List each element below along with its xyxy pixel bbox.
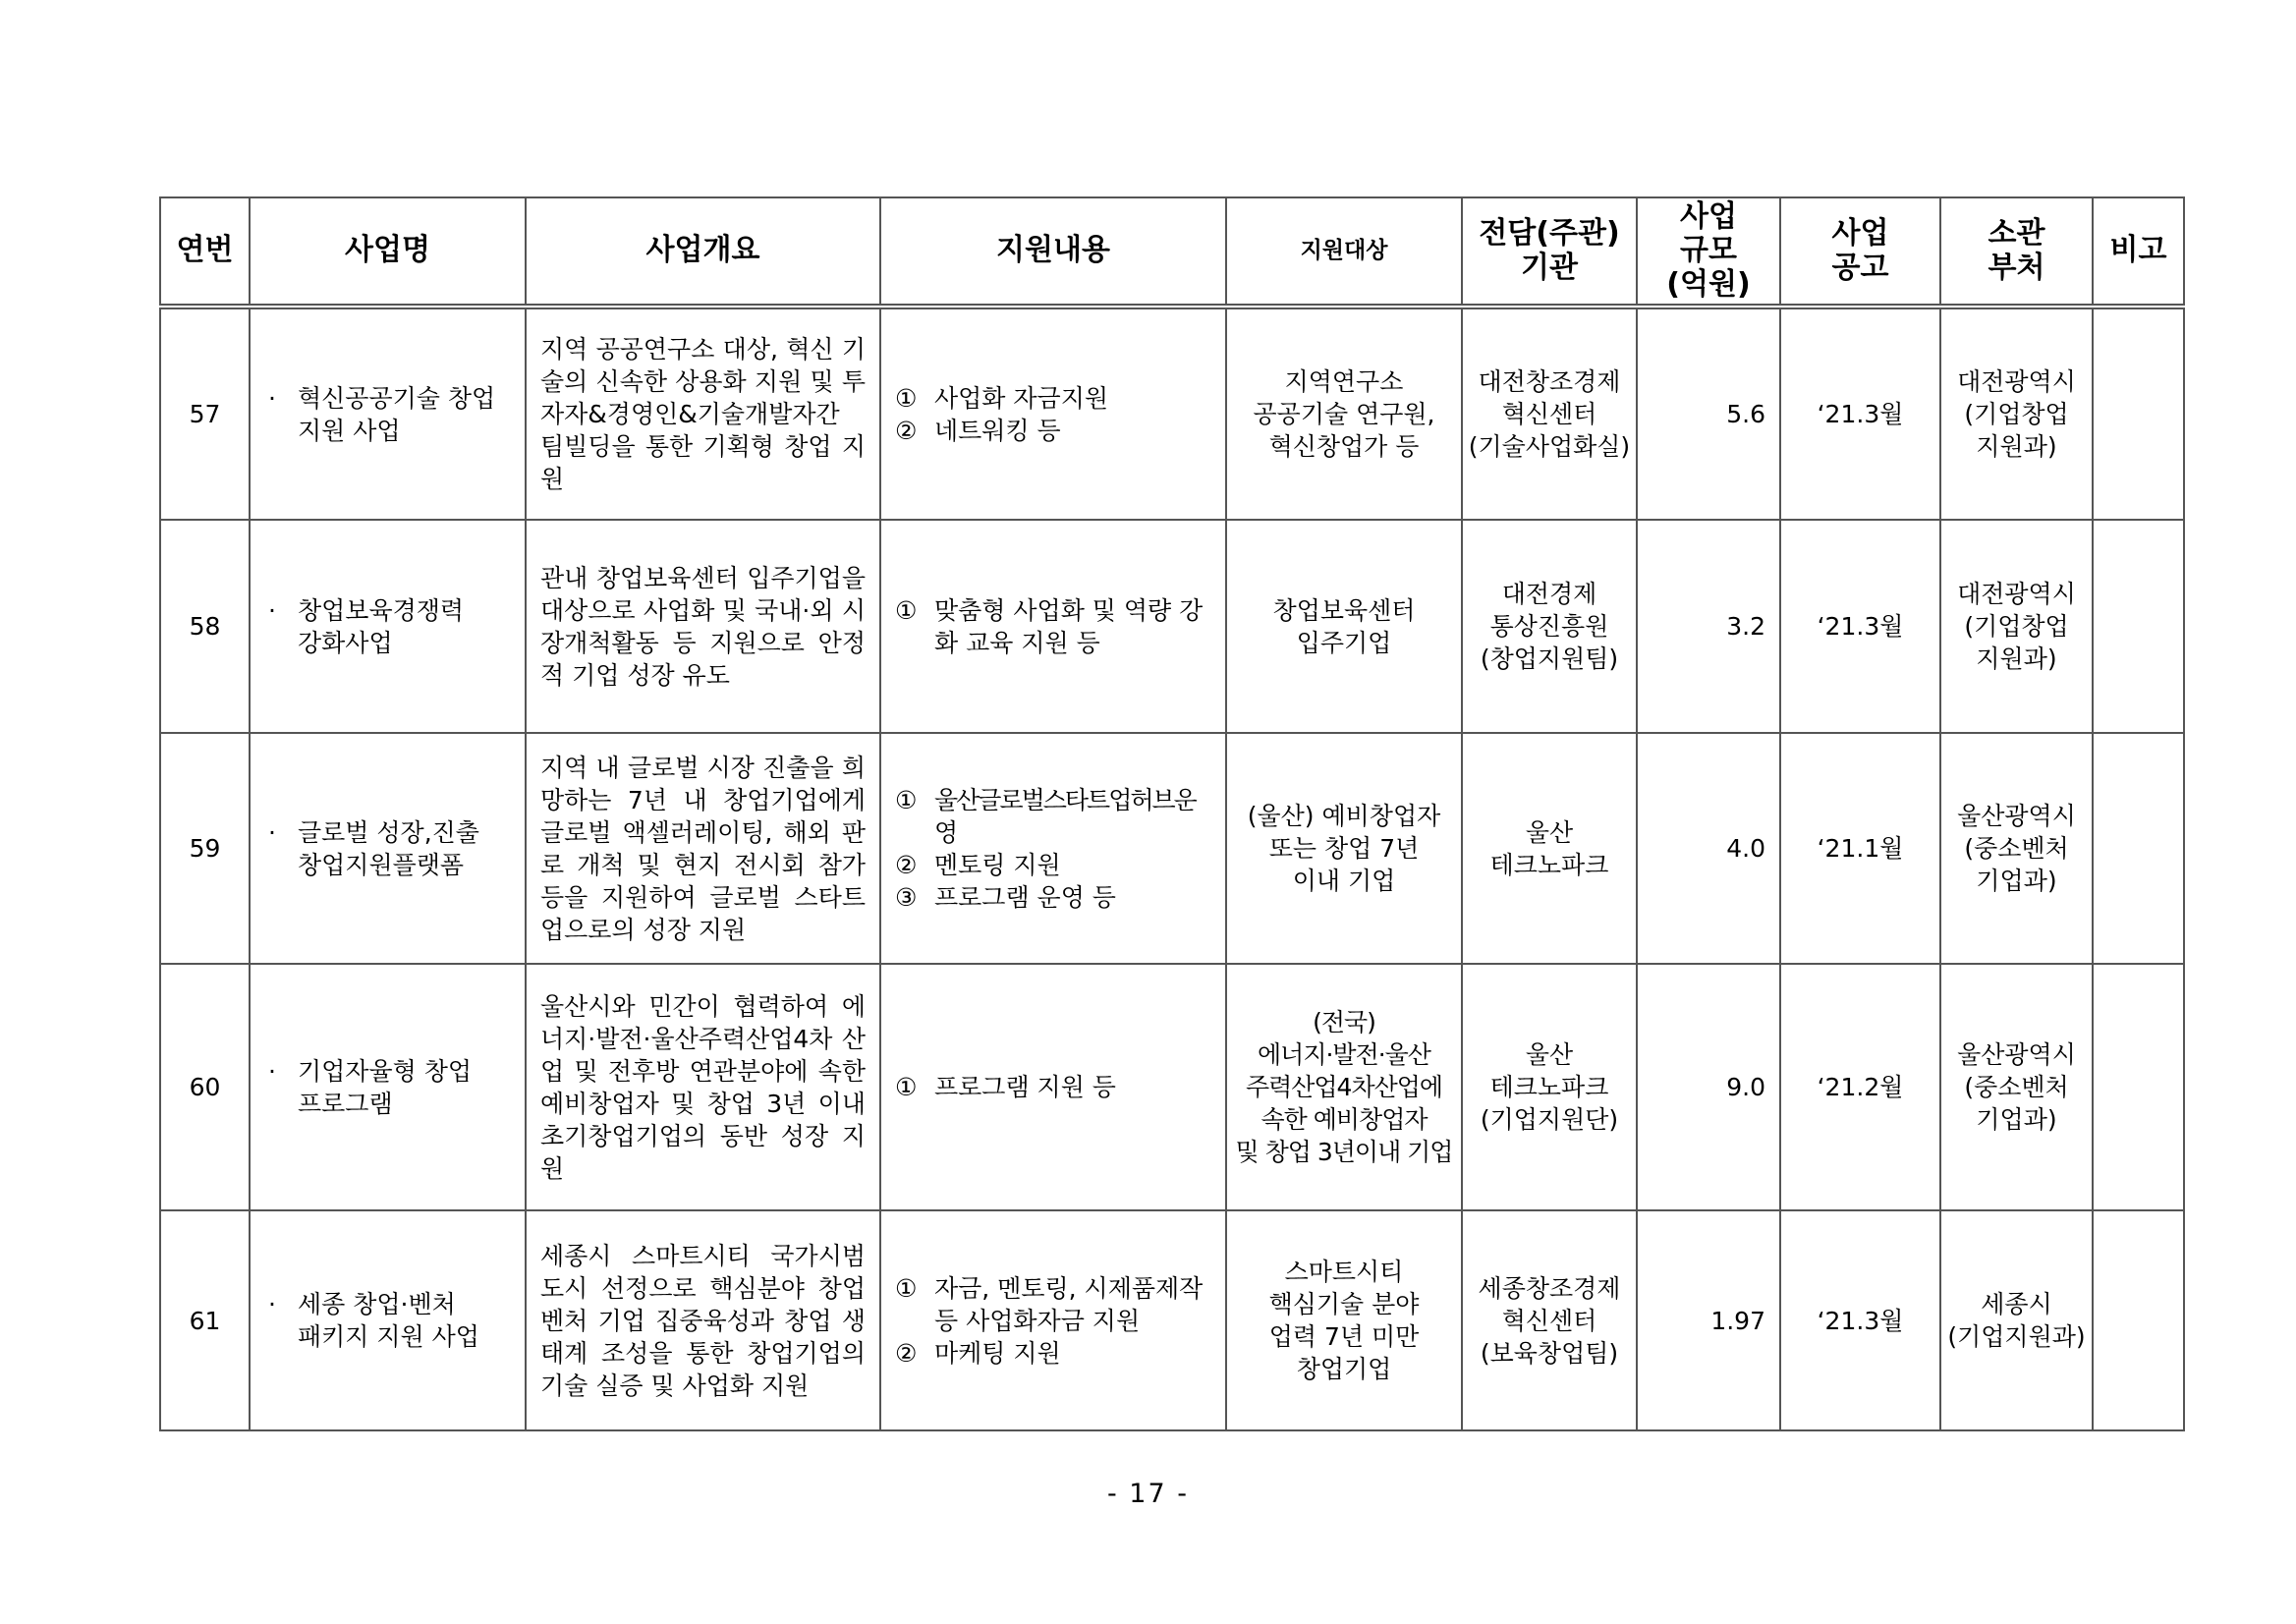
- support-text: 프로그램 지원 등: [934, 1073, 1116, 1101]
- header-scale: 사업 규모 (억원): [1637, 197, 1780, 307]
- row-overview: 지역 공공연구소 대상, 혁신 기술의 신속한 상용화 지원 및 투자자&경영인&기술개발자간 팀빌딩을 통한 기획형 창업 지원: [526, 307, 880, 520]
- support-item: [895, 382, 1215, 415]
- row-target: 스마트시티 핵심기술 분야 업력 7년 미만 창업기업: [1226, 1210, 1462, 1430]
- row-ministry: 울산광역시 (중소벤처 기업과): [1940, 733, 2093, 964]
- support-text: 사업화 자금지원: [934, 383, 1108, 413]
- row-notice: ‘21.3월: [1780, 307, 1940, 520]
- support-number: ②: [895, 416, 918, 445]
- table-header-row: [160, 197, 2184, 307]
- row-ministry: 세종시 (기업지원과): [1940, 1210, 2093, 1430]
- row-target: 지역연구소 공공기술 연구원, 혁신창업가 등: [1226, 307, 1462, 520]
- row-name-cell: [250, 1210, 526, 1430]
- support-item: [895, 784, 1215, 849]
- row-scale: 1.97: [1637, 1210, 1780, 1430]
- table-row: [160, 520, 2184, 733]
- header-overview: 사업개요: [526, 197, 880, 307]
- row-overview: 울산시와 민간이 협력하여 에너지·발전·울산주력산업4차 산업 및 전후방 연관분야에 속한 예비창업자 및 창업 3년 이내 초기창업기업의 동반 성장 지원: [526, 964, 880, 1210]
- support-item: [895, 1337, 1215, 1370]
- row-no: 58: [160, 520, 250, 733]
- row-remarks: [2093, 520, 2184, 733]
- header-target: 지원대상: [1226, 197, 1462, 307]
- table-row: [160, 1210, 2184, 1430]
- bullet-mark: ·: [268, 383, 276, 413]
- support-number: ①: [895, 1273, 918, 1303]
- support-number: ①: [895, 383, 918, 413]
- support-text: 맞춤형 사업화 및 역량 강화 교육 지원 등: [934, 595, 1204, 657]
- row-no: 57: [160, 307, 250, 520]
- row-remarks: [2093, 1210, 2184, 1430]
- row-notice: ‘21.1월: [1780, 733, 1940, 964]
- row-target: (울산) 예비창업자 또는 창업 7년 이내 기업: [1226, 733, 1462, 964]
- row-overview: 세종시 스마트시티 국가시범 도시 선정으로 핵심분야 창업 벤처 기업 집중육성과 창업 생태계 조성을 통한 창업기업의 기술 실증 및 사업화 지원: [526, 1210, 880, 1430]
- row-target: 창업보육센터 입주기업: [1226, 520, 1462, 733]
- support-number: ①: [895, 1073, 918, 1101]
- row-remarks: [2093, 964, 2184, 1210]
- table-row: [160, 307, 2184, 520]
- header-notice: 사업 공고: [1780, 197, 1940, 307]
- support-item: [895, 1071, 1215, 1103]
- row-name: 기업자율형 창업 프로그램: [298, 1056, 472, 1118]
- row-remarks: [2093, 733, 2184, 964]
- support-text: 울산글로벌스타트업허브운영: [934, 785, 1196, 847]
- row-support-cell: [880, 733, 1226, 964]
- support-number: ③: [895, 882, 918, 912]
- row-support-cell: [880, 964, 1226, 1210]
- bullet-mark: ·: [268, 1290, 276, 1318]
- row-name: 혁신공공기술 창업 지원 사업: [298, 383, 496, 445]
- support-text: 멘토링 지원: [934, 850, 1061, 879]
- support-text: 네트워킹 등: [934, 416, 1061, 445]
- header-ministry: 소관 부처: [1940, 197, 2093, 307]
- row-notice: ‘21.3월: [1780, 520, 1940, 733]
- header-support: 지원내용: [880, 197, 1226, 307]
- header-remarks: 비고: [2093, 197, 2184, 307]
- row-remarks: [2093, 307, 2184, 520]
- row-scale: 5.6: [1637, 307, 1780, 520]
- support-item: [895, 594, 1215, 659]
- row-no: 59: [160, 733, 250, 964]
- row-agency: 울산 테크노파크 (기업지원단): [1462, 964, 1637, 1210]
- row-support-cell: [880, 307, 1226, 520]
- row-no: 61: [160, 1210, 250, 1430]
- row-target: (전국) 에너지·발전·울산 주력산업4차산업에 속한 예비창업자 및 창업 3년이내 기업: [1226, 964, 1462, 1210]
- program-table-wrapper: [159, 196, 2183, 1431]
- support-text: 마케팅 지원: [934, 1338, 1061, 1368]
- row-agency: 세종창조경제 혁신센터 (보육창업팀): [1462, 1210, 1637, 1430]
- bullet-mark: ·: [268, 595, 276, 625]
- row-scale: 3.2: [1637, 520, 1780, 733]
- support-number: ②: [895, 850, 918, 879]
- table-row: [160, 964, 2184, 1210]
- header-name: 사업명: [250, 197, 526, 307]
- row-name-cell: [250, 307, 526, 520]
- bullet-mark: ·: [268, 1056, 276, 1086]
- row-name-cell: [250, 733, 526, 964]
- table-row: [160, 733, 2184, 964]
- program-table: [159, 196, 2185, 1431]
- support-item: [895, 881, 1215, 914]
- row-notice: ‘21.3월: [1780, 1210, 1940, 1430]
- support-number: ①: [895, 785, 918, 814]
- header-agency: 전담(주관) 기관: [1462, 197, 1637, 307]
- row-scale: 4.0: [1637, 733, 1780, 964]
- row-no: 60: [160, 964, 250, 1210]
- row-support-cell: [880, 1210, 1226, 1430]
- page-number: - 17 -: [1106, 1479, 1189, 1509]
- row-name-cell: [250, 520, 526, 733]
- support-item: [895, 415, 1215, 447]
- support-text: 자금, 멘토링, 시제품제작 등 사업화자금 지원: [934, 1273, 1204, 1335]
- row-agency: 대전창조경제 혁신센터 (기술사업화실): [1462, 307, 1637, 520]
- row-ministry: 대전광역시 (기업창업 지원과): [1940, 520, 2093, 733]
- row-overview: 관내 창업보육센터 입주기업을 대상으로 사업화 및 국내·외 시장개척활동 등 지원으로 안정적 기업 성장 유도: [526, 520, 880, 733]
- row-agency: 울산 테크노파크: [1462, 733, 1637, 964]
- support-item: [895, 1272, 1215, 1337]
- support-item: [895, 849, 1215, 881]
- row-name: 글로벌 성장,진출 창업지원플랫폼: [298, 817, 479, 879]
- row-ministry: 대전광역시 (기업창업 지원과): [1940, 307, 2093, 520]
- row-name-cell: [250, 964, 526, 1210]
- row-name: 창업보육경쟁력 강화사업: [298, 595, 465, 657]
- bullet-mark: ·: [268, 817, 276, 847]
- support-number: ①: [895, 595, 918, 625]
- row-ministry: 울산광역시 (중소벤처 기업과): [1940, 964, 2093, 1210]
- row-scale: 9.0: [1637, 964, 1780, 1210]
- row-name: 세종 창업·벤처 패키지 지원 사업: [298, 1290, 479, 1351]
- row-agency: 대전경제 통상진흥원 (창업지원팀): [1462, 520, 1637, 733]
- row-overview: 지역 내 글로벌 시장 진출을 희망하는 7년 내 창업기업에게 글로벌 액셀러레이팅, 해외 판로 개척 및 현지 전시회 참가 등을 지원하여 글로벌 스타트업으로의 성장 지원: [526, 733, 880, 964]
- row-support-cell: [880, 520, 1226, 733]
- support-number: ②: [895, 1338, 918, 1368]
- support-text: 프로그램 운영 등: [934, 882, 1116, 912]
- row-notice: ‘21.2월: [1780, 964, 1940, 1210]
- header-no: 연번: [160, 197, 250, 307]
